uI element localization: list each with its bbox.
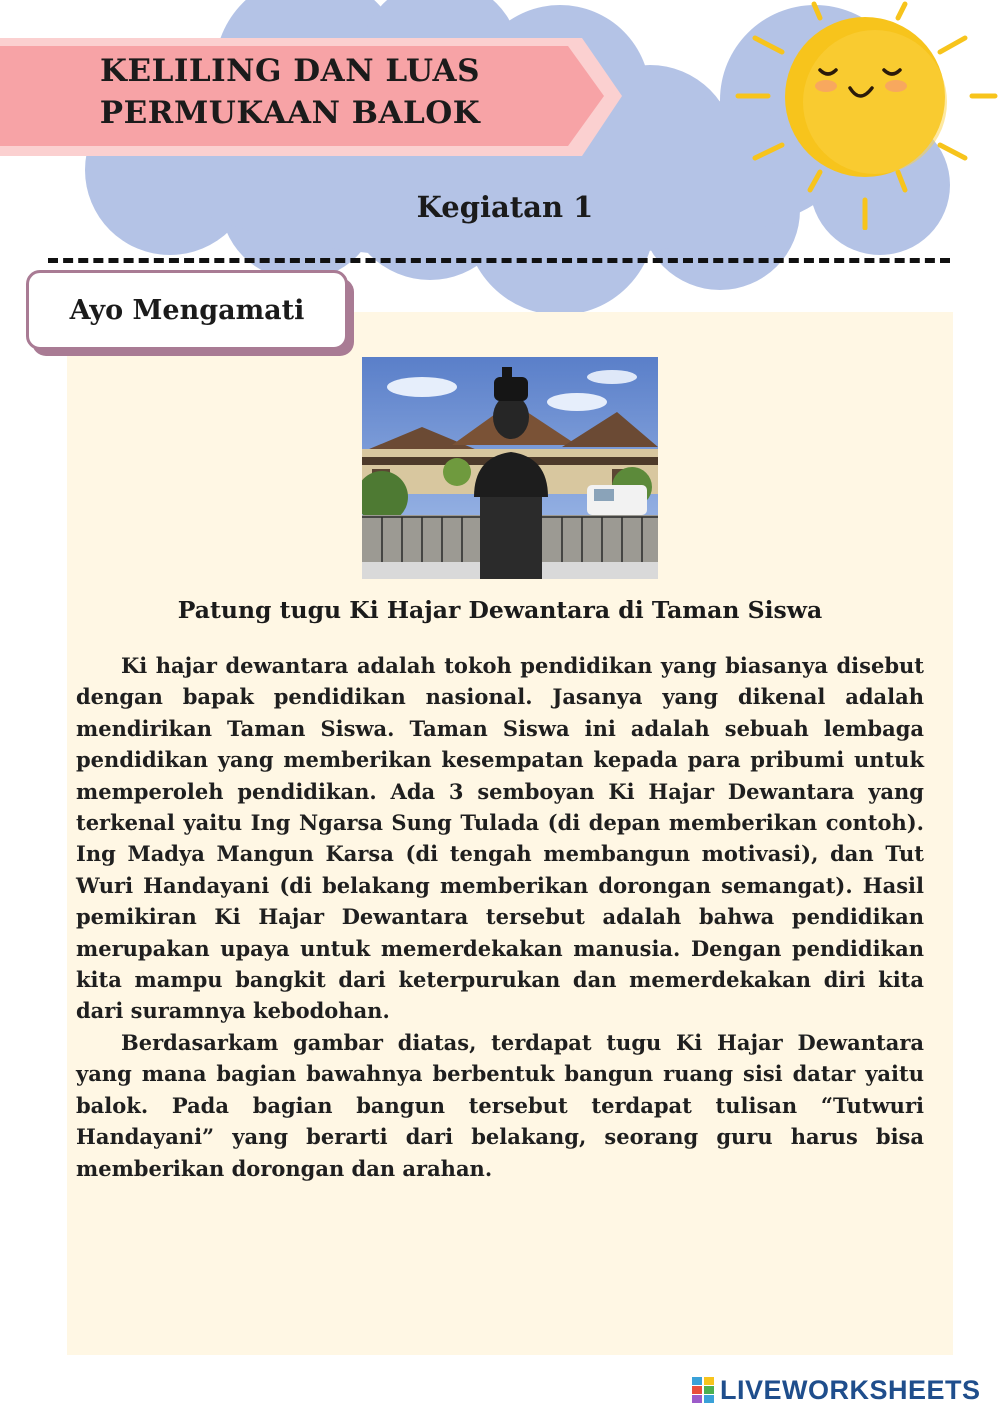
statue-photo — [362, 357, 658, 579]
title-line-2: PERMUKAAN BALOK — [99, 95, 481, 131]
paragraph-2: Berdasarkam gambar diatas, terdapat tugu Ki Hajar Dewantara yang mana bagian bawahnya berbentuk bangun ruang sisi datar yaitu balok. Pada bagian bangun tersebut terdapat tulisan “Tutwuri Handayani” yang berarti dari belakang, seorang guru harus bisa memberikan dorongan dan arahan. — [76, 1029, 924, 1181]
article-body — [76, 650, 924, 1184]
liveworksheets-icon — [692, 1377, 714, 1403]
sun-icon — [720, 0, 1000, 230]
figure-caption: Patung tugu Ki Hajar Dewantara di Taman Siswa — [177, 596, 823, 624]
section-tab-label: Ayo Mengamati — [69, 294, 305, 326]
paragraph-1: Ki hajar dewantara adalah tokoh pendidikan yang biasanya disebut dengan bapak pendidikan nasional. Jasanya yang dikenal adalah mendirikan Taman Siswa. Taman Siswa ini adalah sebuah lembaga pendidikan yang memberikan kesempatan kepada para pribumi untuk memperoleh pendidikan. Ada 3 semboyan Ki Hajar Dewantara yang terkenal yaitu Ing Ngarsa Sung Tulada (di depan memberikan contoh). Ing Madya Mangun Karsa (di tengah membangun motivasi), dan Tut Wuri Handayani (di belakang memberikan dorongan semangat). Hasil pemikiran Ki Hajar Dewantara tersebut adalah bahwa pendidikan merupakan upaya untuk memerdekakan manusia. Dengan pendidikan kita mampu bangkit dari keterpurukan dan memerdekakan diri kita dari suramnya kebodohan. — [76, 653, 924, 1024]
section-tab — [26, 270, 348, 350]
title-line-1: KELILING DAN LUAS — [100, 53, 480, 89]
brand-name: LIVEWORKSHEETS — [720, 1374, 981, 1405]
divider — [48, 258, 950, 263]
activity-heading: Kegiatan 1 — [416, 190, 594, 224]
page-title — [60, 50, 520, 134]
liveworksheets-logo[interactable] — [692, 1372, 981, 1408]
